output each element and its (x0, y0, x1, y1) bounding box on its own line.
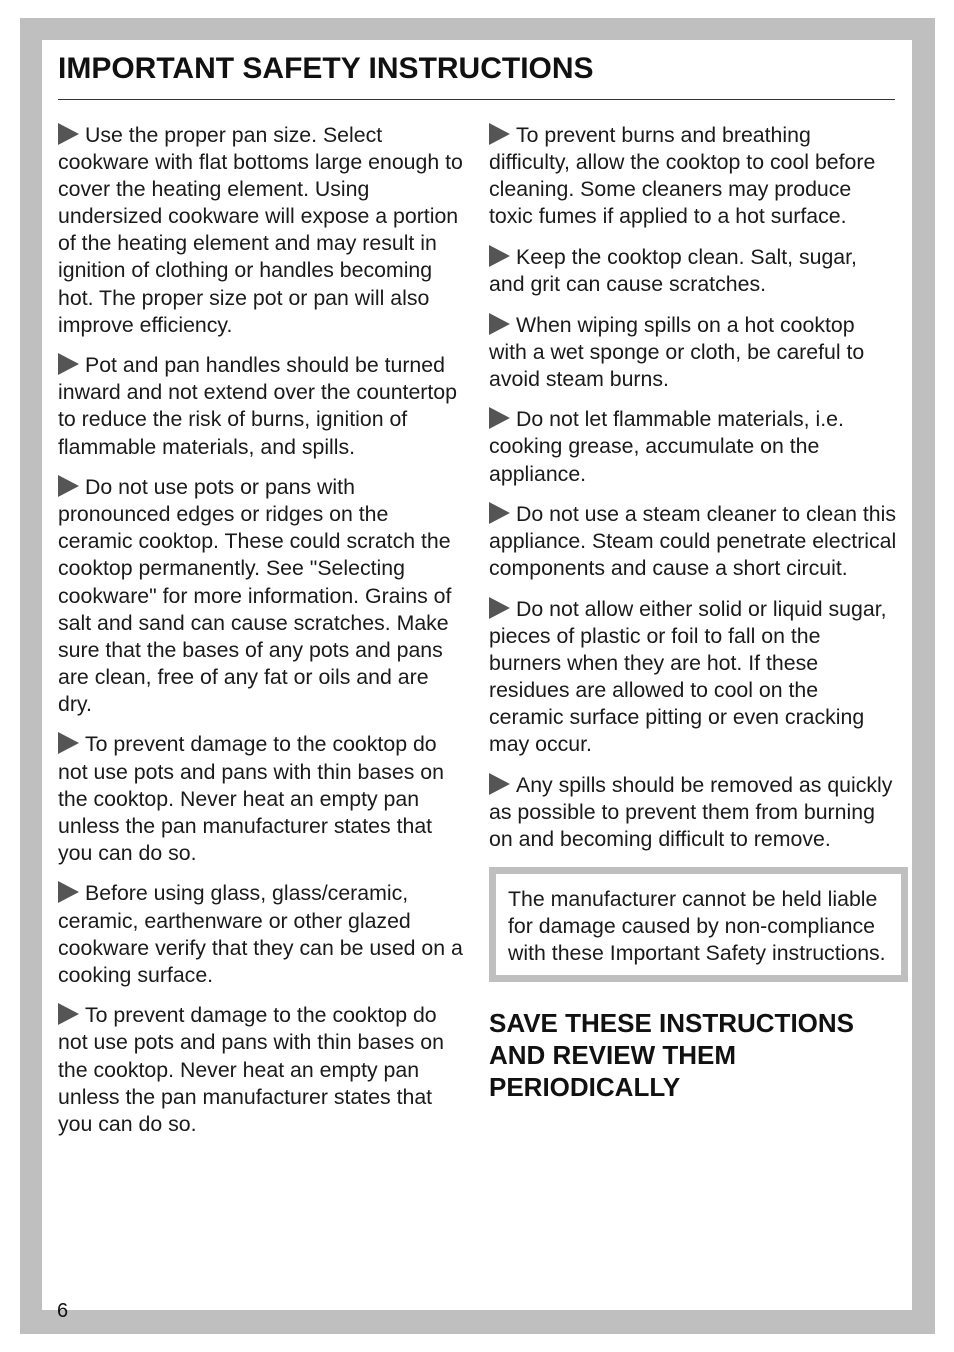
warning-arrow-icon (489, 123, 510, 145)
instruction-item (489, 501, 897, 582)
instruction-text: To prevent damage to the cooktop do not use pots and pans with thin bases on the cooktop. Never heat an empty pan unless the pan manufacturer states that you can do so. (58, 1003, 444, 1136)
left-column (58, 122, 466, 1151)
warning-arrow-icon (489, 773, 510, 795)
instruction-item (58, 731, 466, 866)
instruction-item (489, 122, 897, 230)
page-number: 6 (57, 1300, 69, 1322)
warning-arrow-icon (58, 475, 79, 497)
instruction-text: Keep the cooktop clean. Salt, sugar, and grit can cause scratches. (489, 244, 857, 296)
instruction-text: Pot and pan handles should be turned inward and not extend over the countertop to reduce the risk of burns, ignition of flammable materials, and spills. (58, 353, 457, 459)
instruction-text: Use the proper pan size. Select cookware with flat bottoms large enough to cover the heating element. Using undersized cookware will expose a portion of the heating element and may result in ignition of clothing or handles becoming hot. The proper size pot or pan will also improve efficiency. (58, 123, 463, 337)
right-column (489, 122, 897, 1103)
instruction-text: Do not use a steam cleaner to clean this appliance. Steam could penetrate electrical components and cause a short circuit. (489, 502, 897, 581)
instruction-item (489, 596, 897, 759)
instruction-item (58, 880, 466, 988)
instruction-item (58, 474, 466, 718)
liability-notice-text: The manufacturer cannot be held liable for damage caused by non-compliance with these Important Safety instructions. (508, 886, 886, 965)
instruction-text: When wiping spills on a hot cooktop with a wet sponge or cloth, be careful to avoid steam burns. (489, 312, 865, 391)
instruction-text: Do not let flammable materials, i.e. cooking grease, accumulate on the appliance. (489, 407, 844, 486)
instruction-text: To prevent burns and breathing difficulty, allow the cooktop to cool before cleaning. Some cleaners may produce toxic fumes if applied to a hot surface. (489, 123, 876, 229)
instruction-item (489, 312, 897, 393)
warning-arrow-icon (58, 353, 79, 375)
instruction-text: Any spills should be removed as quickly as possible to prevent them from burning on and becoming difficult to remove. (489, 772, 893, 852)
warning-arrow-icon (489, 313, 510, 335)
save-instructions-heading: SAVE THESE INSTRUCTIONS AND REVIEW THEM PERIODICALLY (489, 1008, 855, 1103)
instruction-text: Do not allow either solid or liquid sugar, pieces of plastic or foil to fall on the burners when they are hot. If these residues are allowed to cool on the ceramic surface pitting or even cracking may occur. (489, 596, 887, 757)
title-divider (58, 99, 895, 100)
warning-arrow-icon (58, 123, 79, 145)
warning-arrow-icon (58, 732, 79, 754)
instruction-item (58, 1002, 466, 1137)
instruction-text: Do not use pots or pans with pronounced edges or ridges on the ceramic cooktop. These could scratch the cooktop permanently. See "Selecting cookware" for more information. Grains of salt and sand can cause scratches. Make sure that the bases of any pots and pans are clean, free of any fat or oils and are dry. (58, 475, 452, 716)
instruction-item (489, 772, 897, 853)
instruction-text: To prevent damage to the cooktop do not use pots and pans with thin bases on the cooktop. Never heat an empty pan unless the pan manufacturer states that you can do so. (58, 732, 444, 865)
liability-notice-box (489, 867, 908, 982)
instruction-item (58, 122, 466, 339)
instruction-text: Before using glass, glass/ceramic, ceramic, earthenware or other glazed cookware verify that they can be used on a cooking surface. (58, 881, 463, 987)
warning-arrow-icon (489, 245, 510, 267)
instruction-item (489, 406, 897, 487)
warning-arrow-icon (58, 881, 79, 903)
warning-arrow-icon (489, 597, 510, 619)
instruction-item (58, 352, 466, 460)
page-title: IMPORTANT SAFETY INSTRUCTIONS (58, 52, 594, 85)
warning-arrow-icon (58, 1003, 79, 1025)
instruction-item (489, 244, 897, 298)
warning-arrow-icon (489, 502, 510, 524)
warning-arrow-icon (489, 407, 510, 429)
